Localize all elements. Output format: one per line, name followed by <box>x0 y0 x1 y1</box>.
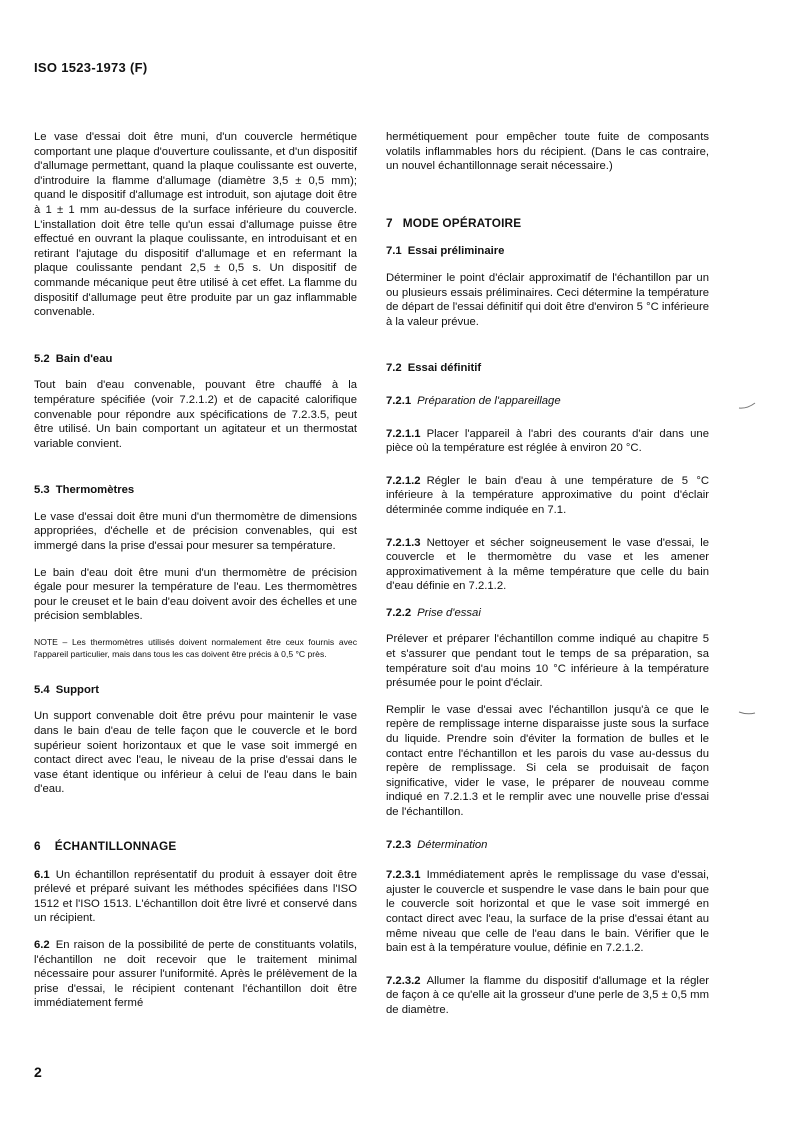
heading-5-2 <box>34 352 357 367</box>
margin-scan-mark <box>738 402 756 410</box>
section-title: Prise d'essai <box>417 606 481 619</box>
section-number: 5.3 <box>34 484 50 497</box>
paragraph-text: Un échantillon représentatif du produit à essayer doit être prélevé et préparé suivant les méthodes spécifiées dans l'ISO 1512 et l'ISO 1513. L'échantillon doit être livré et conservé dans un récipient. <box>34 868 357 925</box>
section-title: Thermomètres <box>55 484 135 497</box>
left-column <box>34 130 357 1023</box>
paragraph-5-4: Un support convenable doit être prévu pour maintenir le vase dans le bain d'eau de telle façon que le couvercle et le bord supérieur soient horizontaux et que le vase soit immergé en contact direct avec l'eau, le niveau de la prise d'essai dans le vase étant identique ou inférieur à celui de l'eau dans le bain d'eau. <box>34 710 357 796</box>
section-number: 7 <box>386 215 393 230</box>
heading-7-1 <box>386 244 709 259</box>
paragraph-5-3-a: Le vase d'essai doit être muni d'un thermomètre de dimensions appropriées, d'échelle et de précision convenables, qui est immergé dans la prise d'essai pour mesurer sa température. <box>34 510 357 553</box>
section-number: 7.2.1.3 <box>386 536 421 549</box>
section-number: 7.2.3 <box>386 838 412 851</box>
margin-scan-mark <box>738 710 756 718</box>
paragraph-text: En raison de la possibilité de perte de constituants volatils, l'échantillon ne doit recevoir que le traitement minimal nécessaire pour assurer l'uniformité. Après le prélèvement de la prise d'essai, le récipient contenant l'échantillon doit être immédiatement fermé <box>34 938 357 1010</box>
heading-7-2 <box>386 361 709 376</box>
section-number: 6 <box>34 839 41 853</box>
paragraph-text: Allumer la flamme du dispositif d'allumage et la régler de façon à ce qu'elle ait la grosseur d'une perle de 3,5 ± 0,5 mm de diamètre. <box>386 974 709 1016</box>
heading-7-2-2 <box>386 606 709 621</box>
paragraph-5-3-b: Le bain d'eau doit être muni d'un thermomètre de précision égale pour mesurer la température de l'eau. Les thermomètres pour le creuset et le bain d'eau doivent avoir des échelles et une précision semblables. <box>34 566 357 623</box>
section-number: 7.2.1.1 <box>386 427 421 440</box>
section-title: Bain d'eau <box>55 352 113 365</box>
paragraph-7-2-3-1 <box>386 868 709 956</box>
paragraph-7-2-3-2 <box>386 974 709 1018</box>
note-5-3: NOTE – Les thermomètres utilisés doivent normalement être ceux fournis avec l'appareil particulier, mais dans tous les cas doivent être précis à 0,5 °C près. <box>34 637 357 660</box>
document-id: ISO 1523-1973 (F) <box>34 60 148 75</box>
section-number: 5.4 <box>34 683 50 696</box>
section-number: 7.2.1 <box>386 394 412 407</box>
section-title: ÉCHANTILLONNAGE <box>54 839 177 853</box>
paragraph-6-1 <box>34 868 357 926</box>
paragraph-continuation: hermétiquement pour empêcher toute fuite de composants volatils inflammables hors du récipient. (Dans le cas contraire, un nouvel échantillonnage serait nécessaire.) <box>386 131 709 173</box>
section-title: MODE OPÉRATOIRE <box>402 215 522 230</box>
section-title: Essai préliminaire <box>407 245 505 258</box>
paragraph-5-2: Tout bain d'eau convenable, pouvant être chauffé à la température spécifiée (voir 7.2.1.2) et de capacité calorifique convenable pour répondre aux spécifications de 7.2.3.5, peut être utilisé. Un bain comportant un agitateur et un thermostat variable convient. <box>34 379 357 450</box>
section-number: 5.2 <box>34 352 50 365</box>
right-column <box>386 130 709 1030</box>
paragraph-7-2-1-2 <box>386 474 709 518</box>
section-number: 6.1 <box>34 868 50 881</box>
heading-7 <box>386 216 709 231</box>
section-number: 7.2.3.1 <box>386 869 421 882</box>
section-number: 7.1 <box>386 245 402 258</box>
heading-5-3 <box>34 483 357 498</box>
section-title: Essai définitif <box>407 362 482 375</box>
paragraph-intro: Le vase d'essai doit être muni, d'un couvercle hermétique comportant une plaque d'ouverture coulissante, et d'un dispositif d'allumage permettant, quand la plaque coulissante est ouverte, d'introduire la flamme d'allumage (diamètre 3,5 ± 0,5 mm); quand le dispositif d'allumage est introduit, son ajutage doit être à 1 ± 1 mm au-dessus de la surface inférieure du couvercle. L'installation doit être telle qu'un essai d'allumage puisse être effectué en ouvrant la plaque coulissante, en introduisant et en retirant l'ajutage du dispositif d'allumage et en refermant la plaque coulissante pendant 2,5 ± 0,5 s. Un dispositif de commande mécanique peut être utilisé à cet effet. La flamme du dispositif d'allumage peut être produite par un gaz inflammable convenable. <box>34 131 357 319</box>
paragraph-7-2-1-3 <box>386 536 709 594</box>
page-number: 2 <box>34 1064 42 1080</box>
section-number: 7.2.3.2 <box>386 974 421 987</box>
paragraph-7-2-2-a: Prélever et préparer l'échantillon comme indiqué au chapitre 5 et s'assurer que pendant tout le temps de sa préparation, sa température soit d'au moins 10 °C inférieure à la température présumée pour le point d'éclair. <box>386 633 709 690</box>
paragraph-7-2-1-1 <box>386 427 709 456</box>
section-number: 6.2 <box>34 938 50 951</box>
section-title: Préparation de l'appareillage <box>417 394 561 407</box>
section-title: Détermination <box>417 838 488 851</box>
section-title: Support <box>55 683 100 696</box>
paragraph-text: Nettoyer et sécher soigneusement le vase d'essai, le couvercle et le thermomètre du vase et les amener approximativement à la même température que celle du bain d'eau définie en 7.2.1.2. <box>386 536 709 593</box>
heading-5-4 <box>34 683 357 698</box>
section-number: 7.2.2 <box>386 606 412 619</box>
paragraph-text: Immédiatement après le remplissage du vase d'essai, ajuster le couvercle et suspendre le vase dans le bain pour que le couvercle soit horizontal et que le vase soit immergé en contact direct avec l'eau, la surface de la prise d'essai étant au même niveau que celle de l'eau dans le bain. Vérifier que le bain est à la température voulue, définie en 7.2.1.2. <box>386 869 709 955</box>
section-number: 7.2 <box>386 362 402 375</box>
paragraph-7-1: Déterminer le point d'éclair approximatif de l'échantillon par un ou plusieurs essais préliminaires. Ceci détermine la température de départ de l'essai définitif qui doit être d'environ 5 °C inférieure à la valeur prévue. <box>386 271 709 328</box>
paragraph-text: Régler le bain d'eau à une température de 5 °C inférieure à la température approximative du point d'éclair déterminée comme indiquée en 7.1. <box>386 474 709 516</box>
heading-7-2-1 <box>386 394 709 409</box>
paragraph-text: Placer l'appareil à l'abri des courants d'air dans une pièce où la température est réglée à environ 20 °C. <box>386 427 709 455</box>
heading-6 <box>34 839 357 854</box>
heading-7-2-3 <box>386 838 709 853</box>
section-number: 7.2.1.2 <box>386 474 421 487</box>
paragraph-6-2 <box>34 938 357 1011</box>
paragraph-7-2-2-b: Remplir le vase d'essai avec l'échantillon jusqu'à ce que le repère de remplissage interne disparaisse juste sous la surface du liquide. Prendre soin d'éviter la formation de bulles et le contact entre l'échantillon et les parois du vase au-dessus du repère de remplissage. Si cela se produisait de façon significative, vider le vase, le préparer de nouveau comme indiqué en 7.2.1.3 et le remplir avec une nouvelle prise d'essai de l'échantillon. <box>386 703 709 818</box>
